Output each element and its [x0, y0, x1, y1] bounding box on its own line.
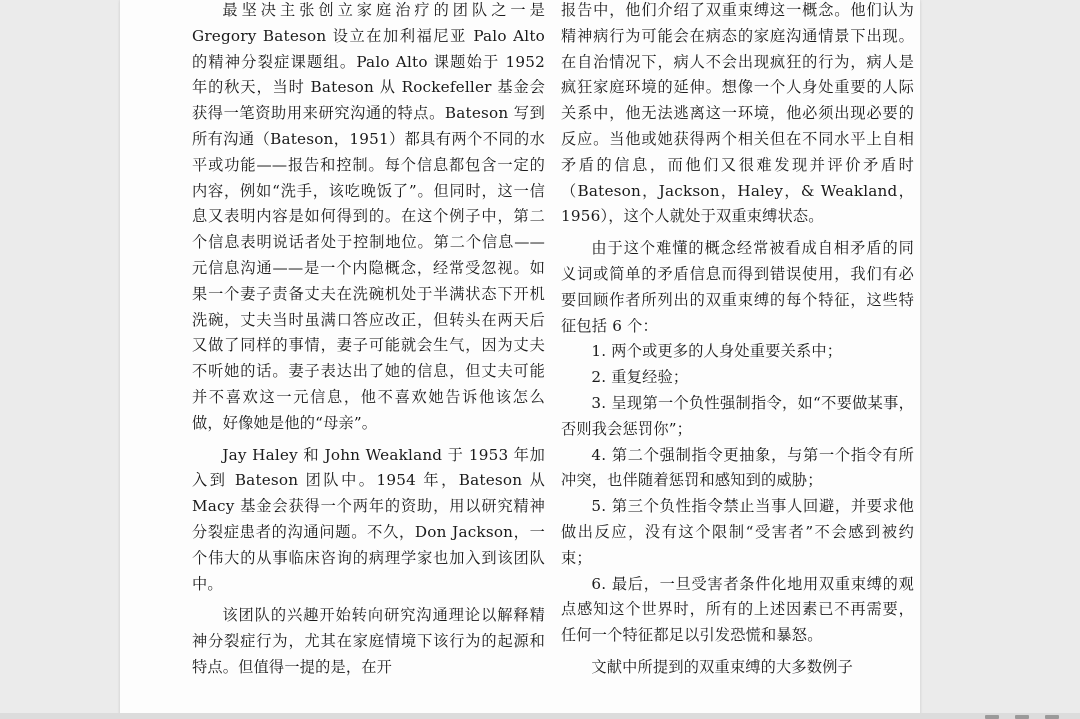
paragraph-double-bind-examples: 文献中所提到的双重束缚的大多数例子: [591, 657, 853, 676]
paragraph-haley-weakland: Jay Haley 和 John Weakland 于 1953 年加入到 Bateson 团队中。1954 年，Bateson 从 Macy 基金会获得一个两年的资助，用以研究精神分裂症患者的沟通问题。不久，Don Jackson，一个伟大的从事临床咨询的病理学家也加入到该团队中。: [192, 445, 545, 593]
viewer-margin-right: [920, 0, 1080, 719]
right-column: [561, 0, 914, 681]
paragraph-bateson-intro: 最坚决主张创立家庭治疗的团队之一是Gregory Bateson 设立在加利福尼亚 Palo Alto 的精神分裂症课题组。Palo Alto 课题始于 1952 年的秋天，当时 Bateson 从 Rockefeller 基金会获得一笔资助用来研究沟通的特点。Bateson 写到所有沟通（Bateson，1951）都具有两个不同的水平或功能——报告和控制。每个信息都包含一定的内容，例如“洗手，该吃晚饭了”。但同时，这一信息又表明内容是如何得到的。在这个例子中，第二个信息表明说话者处于控制地位。第二个信息——元信息沟通——是一个内隐概念，经常受忽视。如果一个妻子责备丈夫在洗碗机处于半满状态下开机洗碗，丈夫当时虽满口答应改正，但转头在两天后又做了同样的事情，妻子可能就会生气，因为丈夫不听她的话。妻子表达出了她的信息，但丈夫可能并不喜欢这一元信息，他不喜欢她告诉他该怎么做，好像她是他的“母亲”。: [192, 1, 545, 432]
page-nav-marker-1[interactable]: [985, 715, 999, 719]
document-page: [120, 0, 920, 719]
page-nav-marker-2[interactable]: [1015, 715, 1029, 719]
paragraph-team-interest: 该团队的兴趣开始转向研究沟通理论以解释精神分裂症行为，尤其在家庭情境下该行为的起源和特点。但值得一提的是，在开: [192, 606, 545, 676]
list-item-feature-1: 1. 两个或更多的人身处重要关系中；: [591, 342, 843, 361]
list-item-feature-5: 5. 第三个负性指令禁止当事人回避，并要求他做出反应，没有这个限制“受害者”不会感到被约束；: [561, 497, 914, 567]
page-nav-marker-3[interactable]: [1045, 715, 1059, 719]
paragraph-six-features-intro: 由于这个难懂的概念经常被看成自相矛盾的同义词或简单的矛盾信息而得到错误使用，我们有必要回顾作者所列出的双重束缚的每个特征，这些特征包括 6 个：: [561, 239, 914, 335]
viewer-margin-left: [0, 0, 120, 719]
viewer-bottom-bar: [0, 713, 1080, 719]
list-item-feature-6: 6. 最后，一旦受害者条件化地用双重束缚的观点感知这个世界时，所有的上述因素已不再需要，任何一个特征都足以引发恐慌和暴怒。: [561, 574, 914, 645]
list-item-feature-4: 4. 第二个强制指令更抽象，与第一个指令有所冲突，也伴随着惩罚和感知到的威胁；: [561, 445, 914, 490]
list-item-feature-3: 3. 呈现第一个负性强制指令，如“不要做某事，否则我会惩罚你”；: [561, 393, 914, 438]
list-item-feature-2: 2. 重复经验；: [591, 368, 689, 387]
paragraph-double-bind-report: 报告中，他们介绍了双重束缚这一概念。他们认为精神病行为可能会在病态的家庭沟通情景下出现。在自治情况下，病人不会出现疯狂的行为，病人是疯狂家庭环境的延伸。想像一个人身处重要的人际关系中，他无法逃离这一环境，他必须出现必要的反应。当他或她获得两个相关但在不同水平上自相矛盾的信息，而他们又很难发现并评价矛盾时（Bateson，Jackson，Haley，& Weakland，1956），这个人就处于双重束缚状态。: [561, 1, 914, 226]
left-column: [192, 0, 545, 681]
